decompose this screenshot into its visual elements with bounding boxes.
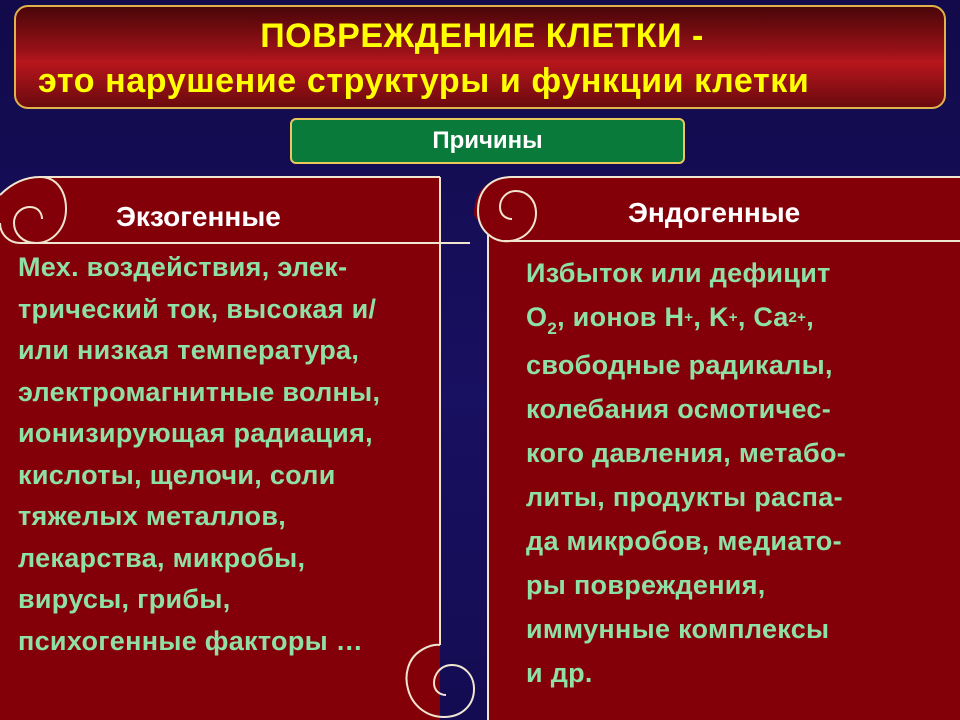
- endogenous-causes-list: [526, 251, 846, 695]
- o2-subscript: 2: [547, 319, 558, 338]
- endogenous-cause-line: литы, продукты распа-: [526, 482, 843, 512]
- exogenous-cause-line: трический ток, высокая и/: [18, 293, 377, 324]
- endogenous-cause-line: кого давления, метабо-: [526, 438, 847, 468]
- exogenous-cause-line: ионизирующая радиация,: [18, 418, 373, 448]
- exogenous-cause-line: вирусы, грибы,: [18, 584, 231, 614]
- exogenous-cause-line: или низкая температура,: [18, 335, 360, 365]
- exogenous-cause-line: психогенные факторы …: [18, 625, 364, 656]
- exogenous-cause-line: кислоты, щелочи, соли: [18, 459, 336, 490]
- k-charge: +: [728, 309, 738, 326]
- endogenous-cause-line-ions: $O_2$, ионов H+, K+, $Ca^{2+}$,: [526, 302, 815, 338]
- endogenous-cause-line: иммунные комплексы: [526, 614, 830, 644]
- causes-label: Причины: [290, 118, 685, 164]
- endogenous-scroll: [474, 175, 960, 720]
- exogenous-causes-list: [18, 247, 380, 662]
- exogenous-heading: Экзогенные: [116, 201, 281, 232]
- endogenous-heading: Эндогенные: [628, 197, 801, 228]
- endogenous-cause-line: ры повреждения,: [526, 570, 766, 600]
- exogenous-cause-line: Мех. воздействия, элек-: [18, 252, 348, 282]
- exogenous-scroll: [0, 175, 480, 720]
- exogenous-cause-line: тяжелых металлов,: [18, 501, 287, 531]
- endogenous-cause-line: Избыток или дефицит: [526, 258, 831, 288]
- endogenous-cause-line: и др.: [526, 658, 593, 688]
- title-banner: [14, 5, 946, 109]
- ca-charge: 2+: [788, 309, 807, 326]
- title-definition: это нарушение структуры и функции клетки: [38, 62, 810, 100]
- endogenous-cause-line: свободные радикалы,: [526, 350, 833, 380]
- endogenous-cause-line: колебания осмотичес-: [526, 394, 832, 424]
- title-heading: ПОВРЕЖДЕНИЕ КЛЕТКИ -: [260, 17, 704, 55]
- h-charge: +: [684, 309, 694, 326]
- endogenous-cause-line: да микробов, медиато-: [526, 526, 842, 556]
- exogenous-cause-line: электромагнитные волны,: [18, 376, 381, 407]
- exogenous-cause-line: лекарства, микробы,: [18, 542, 306, 573]
